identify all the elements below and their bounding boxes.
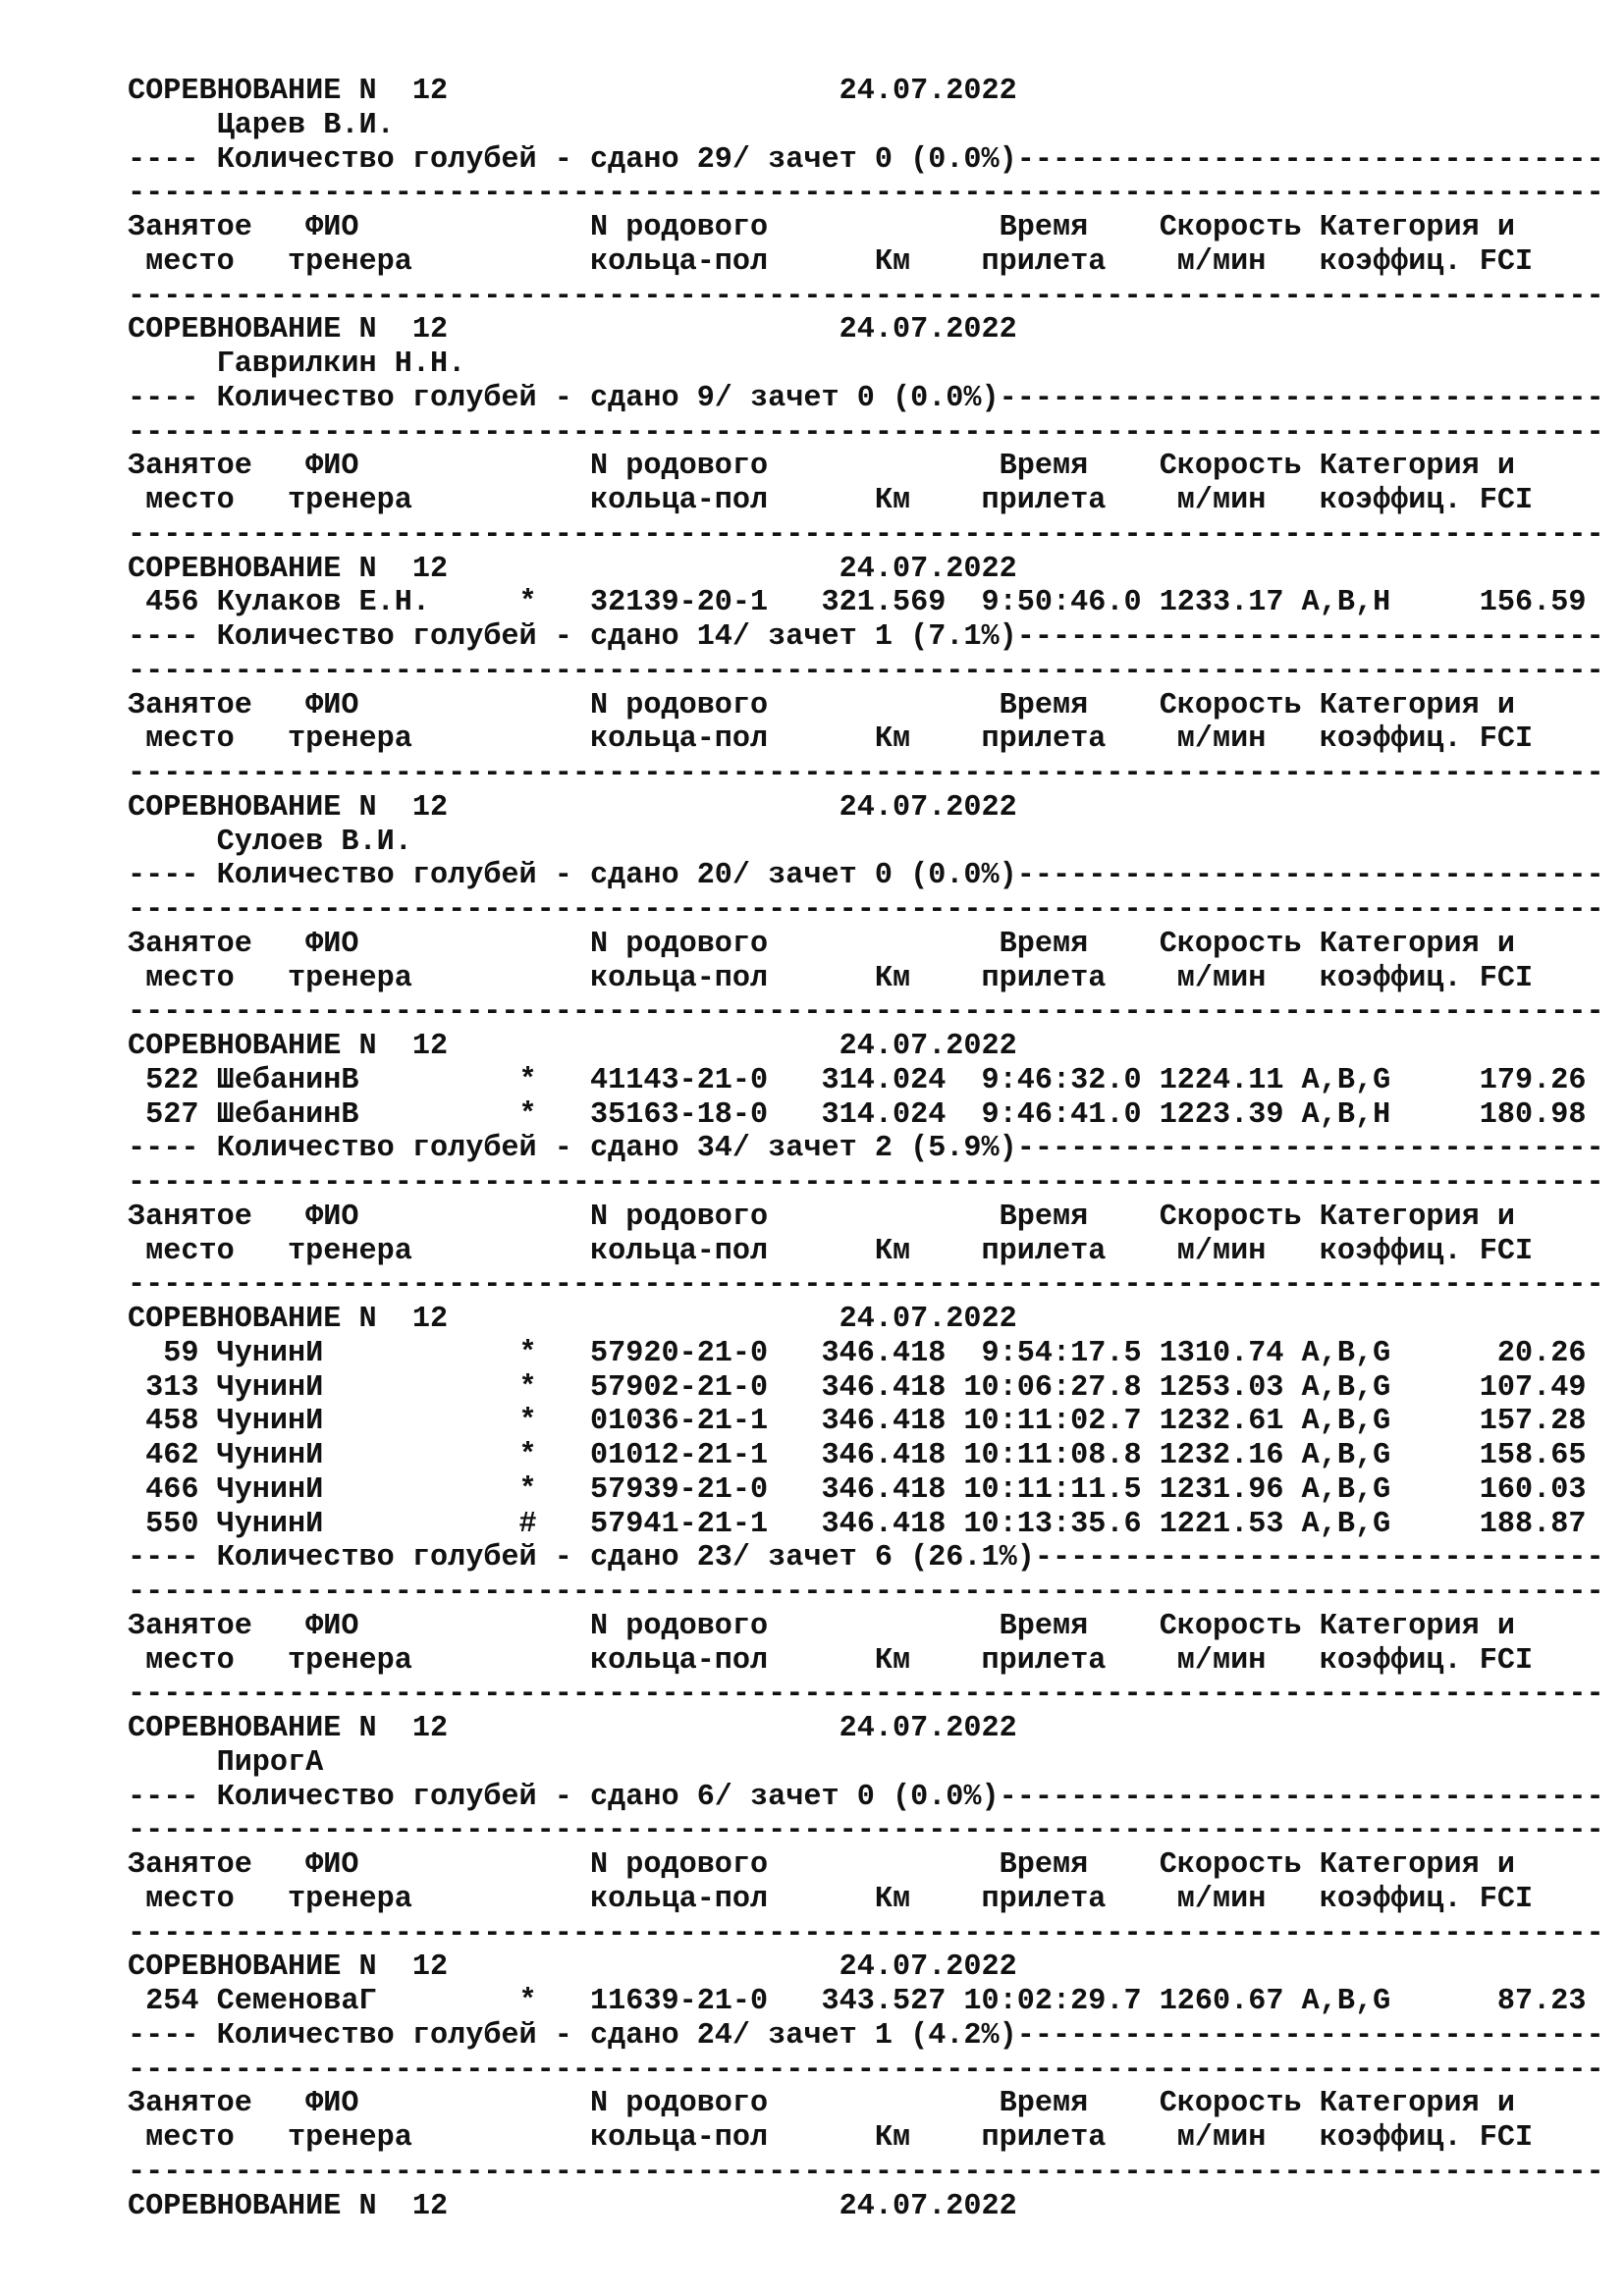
report-line: место тренера кольца-пол Км прилета м/мин коэффиц. FCI bbox=[128, 1234, 1534, 1268]
report-line: ----------------------------------------------------------------------------------- bbox=[128, 2155, 1604, 2189]
report-line: ---- Количество голубей - сдано 34/ зачет 2 (5.9%)--------------------------------- bbox=[128, 1132, 1604, 1166]
report-line: 313 ЧунинИ * 57902-21-0 346.418 10:06:27.8 1253.03 A,B,G 107.49 bbox=[128, 1370, 1587, 1405]
report-line: ----------------------------------------------------------------------------------- bbox=[128, 757, 1604, 790]
report-line: СОРЕВНОВАНИЕ N 12 24.07.2022 bbox=[128, 2189, 1017, 2223]
report-line: 462 ЧунинИ * 01012-21-1 346.418 10:11:08.8 1232.16 A,B,G 158.65 bbox=[128, 1439, 1587, 1472]
report-line: ----------------------------------------------------------------------------------- bbox=[128, 1166, 1604, 1200]
report-line: ---- Количество голубей - сдано 6/ зачет 0 (0.0%)---------------------------------- bbox=[128, 1780, 1604, 1814]
report-line: Занятое ФИО N родового Время Скорость Категория и bbox=[128, 2087, 1516, 2121]
report-line: 456 Кулаков Е.Н. * 32139-20-1 321.569 9:50:46.0 1233.17 A,B,H 156.59 bbox=[128, 586, 1587, 620]
report-line: СОРЕВНОВАНИЕ N 12 24.07.2022 bbox=[128, 313, 1017, 347]
report-line: ---- Количество голубей - сдано 14/ зачет 1 (7.1%)--------------------------------- bbox=[128, 620, 1604, 654]
competition-report-page bbox=[128, 75, 1604, 2223]
report-line: 59 ЧунинИ * 57920-21-0 346.418 9:54:17.5 1310.74 A,B,G 20.26 bbox=[128, 1336, 1587, 1370]
report-line: СОРЕВНОВАНИЕ N 12 24.07.2022 bbox=[128, 1030, 1017, 1063]
report-line: СОРЕВНОВАНИЕ N 12 24.07.2022 bbox=[128, 1712, 1017, 1745]
report-line: 550 ЧунинИ # 57941-21-1 346.418 10:13:35.6 1221.53 A,B,G 188.87 bbox=[128, 1507, 1587, 1541]
report-line: Занятое ФИО N родового Время Скорость Категория и bbox=[128, 211, 1516, 244]
report-line: место тренера кольца-пол Км прилета м/мин коэффиц. FCI bbox=[128, 961, 1534, 995]
report-line: Сулоев В.И. bbox=[128, 825, 412, 859]
report-line: ---- Количество голубей - сдано 9/ зачет 0 (0.0%)---------------------------------- bbox=[128, 381, 1604, 415]
report-line: место тренера кольца-пол Км прилета м/мин коэффиц. FCI bbox=[128, 244, 1534, 279]
report-line: Занятое ФИО N родового Время Скорость Категория и bbox=[128, 1848, 1516, 1882]
report-line: 522 ШебанинВ * 41143-21-0 314.024 9:46:32.0 1224.11 A,B,G 179.26 bbox=[128, 1063, 1587, 1097]
report-line: Занятое ФИО N родового Время Скорость Категория и bbox=[128, 927, 1516, 961]
report-line: 466 ЧунинИ * 57939-21-0 346.418 10:11:11.5 1231.96 A,B,G 160.03 bbox=[128, 1472, 1587, 1507]
report-line: ----------------------------------------------------------------------------------- bbox=[128, 654, 1604, 688]
report-line: ----------------------------------------------------------------------------------- bbox=[128, 415, 1604, 450]
report-line: ----------------------------------------------------------------------------------- bbox=[128, 1814, 1604, 1848]
report-line: ----------------------------------------------------------------------------------- bbox=[128, 2053, 1604, 2087]
report-line: СОРЕВНОВАНИЕ N 12 24.07.2022 bbox=[128, 790, 1017, 825]
report-line: ----------------------------------------------------------------------------------- bbox=[128, 177, 1604, 211]
report-line: ----------------------------------------------------------------------------------- bbox=[128, 1575, 1604, 1609]
report-line: место тренера кольца-пол Км прилета м/мин коэффиц. FCI bbox=[128, 1643, 1534, 1678]
report-line: ----------------------------------------------------------------------------------- bbox=[128, 1268, 1604, 1303]
report-line: Занятое ФИО N родового Время Скорость Категория и bbox=[128, 688, 1516, 722]
report-line: СОРЕВНОВАНИЕ N 12 24.07.2022 bbox=[128, 1303, 1017, 1336]
report-line: ----------------------------------------------------------------------------------- bbox=[128, 1916, 1604, 1950]
report-line: место тренера кольца-пол Км прилета м/мин коэффиц. FCI bbox=[128, 2121, 1534, 2155]
report-line: Царев В.И. bbox=[128, 108, 395, 142]
report-line: ---- Количество голубей - сдано 23/ зачет 6 (26.1%)-------------------------------- bbox=[128, 1541, 1604, 1575]
report-line: ----------------------------------------------------------------------------------- bbox=[128, 893, 1604, 927]
report-line: Занятое ФИО N родового Время Скорость Категория и bbox=[128, 1609, 1516, 1643]
report-line: СОРЕВНОВАНИЕ N 12 24.07.2022 bbox=[128, 75, 1017, 108]
report-line: место тренера кольца-пол Км прилета м/мин коэффиц. FCI bbox=[128, 484, 1534, 517]
report-line: Гаврилкин Н.Н. bbox=[128, 347, 466, 381]
report-line: 254 СеменоваГ * 11639-21-0 343.527 10:02:29.7 1260.67 A,B,G 87.23 bbox=[128, 1985, 1587, 2018]
report-line: СОРЕВНОВАНИЕ N 12 24.07.2022 bbox=[128, 552, 1017, 586]
report-line: место тренера кольца-пол Км прилета м/мин коэффиц. FCI bbox=[128, 1882, 1534, 1916]
report-line: 458 ЧунинИ * 01036-21-1 346.418 10:11:02.7 1232.61 A,B,G 157.28 bbox=[128, 1405, 1587, 1439]
report-line: Занятое ФИО N родового Время Скорость Категория и bbox=[128, 450, 1516, 484]
report-line: СОРЕВНОВАНИЕ N 12 24.07.2022 bbox=[128, 1950, 1017, 1985]
report-line: ----------------------------------------------------------------------------------- bbox=[128, 517, 1604, 552]
report-line: ----------------------------------------------------------------------------------- bbox=[128, 995, 1604, 1030]
report-line: ---- Количество голубей - сдано 24/ зачет 1 (4.2%)--------------------------------- bbox=[128, 2018, 1604, 2053]
report-line: ----------------------------------------------------------------------------------- bbox=[128, 1678, 1604, 1712]
report-line: 527 ШебанинВ * 35163-18-0 314.024 9:46:41.0 1223.39 A,B,H 180.98 bbox=[128, 1097, 1587, 1132]
report-line: ПирогА bbox=[128, 1745, 324, 1780]
report-line: ----------------------------------------------------------------------------------- bbox=[128, 279, 1604, 313]
report-line: место тренера кольца-пол Км прилета м/мин коэффиц. FCI bbox=[128, 722, 1534, 757]
report-line: Занятое ФИО N родового Время Скорость Категория и bbox=[128, 1200, 1516, 1234]
report-line: ---- Количество голубей - сдано 20/ зачет 0 (0.0%)--------------------------------- bbox=[128, 859, 1604, 893]
report-line: ---- Количество голубей - сдано 29/ зачет 0 (0.0%)--------------------------------- bbox=[128, 142, 1604, 177]
